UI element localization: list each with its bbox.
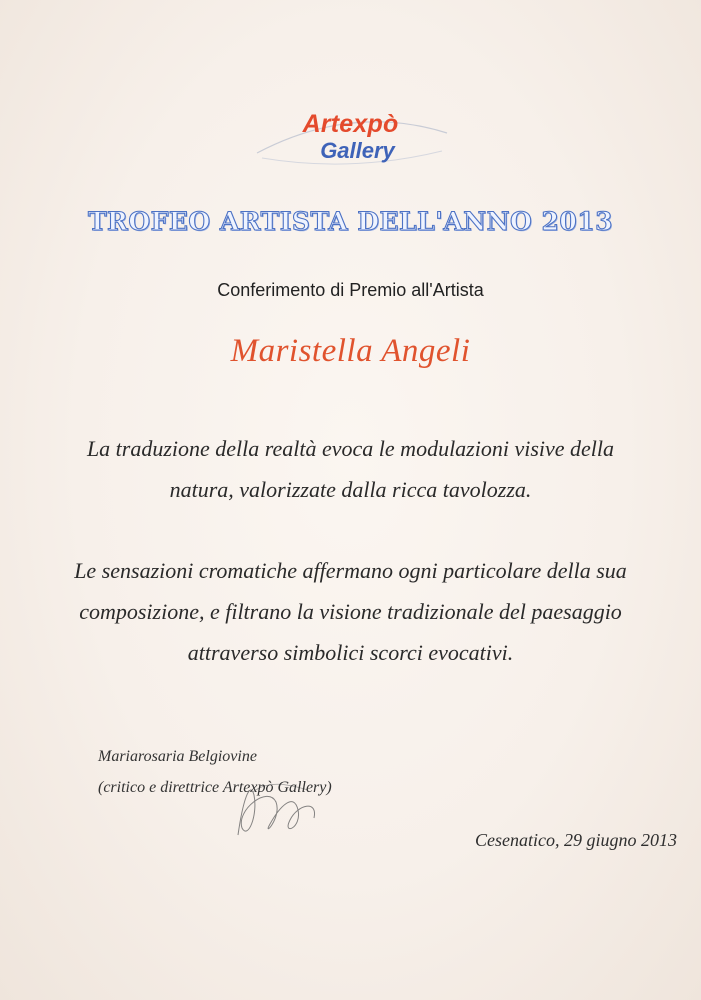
citation-line: natura, valorizzate dalla ricca tavolozza.: [169, 477, 532, 502]
signatory-name: Mariarosaria Belgiovine: [98, 748, 257, 765]
citation-paragraph-1: [0, 428, 701, 510]
citation-paragraph-2: [0, 550, 701, 673]
logo-line-artexpo: Artexpò: [302, 110, 399, 138]
citation-line: Le sensazioni cromatiche affermano ogni particolare della sua: [74, 558, 627, 583]
artist-name: Maristella Angeli: [230, 333, 471, 369]
trophy-title: TROFEO ARTISTA DELL'ANNO 2013: [87, 207, 614, 236]
award-subtitle: Conferimento di Premio all'Artista: [217, 280, 484, 300]
signatory-role: (critico e direttrice Artexpò Gallery): [98, 779, 332, 796]
citation-line: attraverso simbolici scorci evocativi.: [187, 640, 514, 665]
signature-block: [98, 740, 418, 850]
citation-line: composizione, e filtrano la visione tradizionale del paesaggio: [79, 599, 622, 624]
gallery-logo: [0, 108, 701, 178]
citation-line: La traduzione della realtà evoca le modulazioni visive della: [86, 436, 615, 461]
logo-line-gallery: Gallery: [320, 138, 395, 163]
place-and-date: Cesenatico, 29 giugno 2013: [475, 830, 677, 850]
